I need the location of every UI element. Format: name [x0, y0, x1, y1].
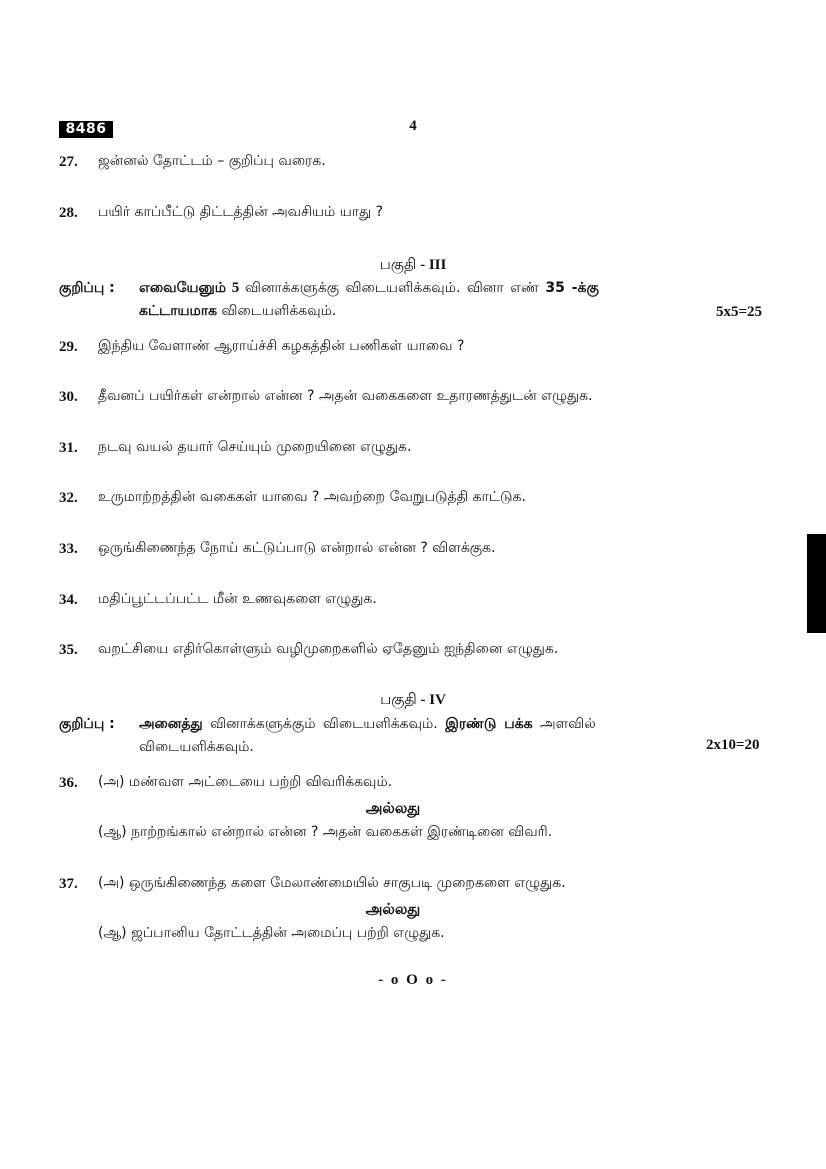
question-number: 35. [59, 642, 78, 658]
marks-allocation: 5x5=25 [716, 304, 763, 320]
question-number: 33. [59, 541, 78, 557]
question-number: 37. [59, 876, 78, 892]
note-line-2 [139, 303, 336, 321]
note-emphasis: அனைத்து [139, 716, 203, 732]
note-text: வினாக்களுக்கு விடையளிக்கவும். வினா எண் [245, 280, 546, 296]
question-text: மதிப்பூட்டப்பட்ட மீன் உணவுகளை எழுதுக. [98, 591, 377, 607]
question-option-a: (அ) மண்வள அட்டையை பற்றி விவரிக்கவும். [98, 774, 393, 790]
paper-code-badge: 8486 [59, 121, 113, 138]
question-text: இந்திய வேளாண் ஆராய்ச்சி கழகத்தின் பணிகள் யாவை ? [98, 338, 465, 354]
note-line-1 [139, 716, 596, 734]
page-number: 4 [409, 118, 417, 134]
or-separator: அல்லது [365, 900, 421, 918]
question-number: 36. [59, 775, 78, 791]
note-label: குறிப்பு : [59, 280, 115, 296]
question-text: வறட்சியை எதிர்கொள்ளும் வழிமுறைகளில் ஏதேனும் ஐந்தினை எழுதுக. [98, 641, 559, 657]
question-option-b: (ஆ) நாற்றங்கால் என்றால் என்ன ? அதன் வகைகள் இரண்டினை விவரி. [98, 824, 553, 840]
question-number: 27. [59, 154, 78, 170]
question-option-b: (ஆ) ஜப்பானிய தோட்டத்தின் அமைப்பு பற்றி எழுதுக. [98, 925, 445, 941]
question-text: உருமாற்றத்தின் வகைகள் யாவை ? அவற்றை வேறுபடுத்தி காட்டுக. [98, 489, 526, 505]
question-number: 31. [59, 440, 78, 456]
note-count: 5 [226, 280, 246, 296]
note-line-2: விடையளிக்கவும். [139, 739, 254, 755]
note-line-1 [139, 280, 599, 298]
page-edge-tab-marker [807, 534, 826, 633]
note-text: வினாக்களுக்கும் விடையளிக்கவும். [202, 716, 446, 732]
question-option-a: (அ) ஒருங்கிணைந்த களை மேலாண்மையில் சாகுபடி முறைகளை எழுதுக. [98, 875, 566, 891]
question-number: 30. [59, 389, 78, 405]
question-number: 29. [59, 339, 78, 355]
question-text: ஒருங்கிணைந்த நோய் கட்டுப்பாடு என்றால் என்ன ? விளக்குக. [98, 540, 496, 556]
marks-allocation: 2x10=20 [706, 737, 760, 753]
note-emphasis: எவையேனும் [139, 280, 227, 296]
question-text: நடவு வயல் தயார் செய்யும் முறையினை எழுதுக. [98, 439, 412, 455]
question-text: தீவனப் பயிர்கள் என்றால் என்ன ? அதன் வகைகளை உதாரணத்துடன் எழுதுக. [98, 388, 593, 404]
section-heading-label: பகுதி [380, 690, 417, 708]
note-emphasis: கட்டாயமாக [139, 303, 218, 319]
section-heading-label: பகுதி [379, 255, 417, 273]
section-heading-part3 [0, 255, 826, 275]
note-text: விடையளிக்கவும். [217, 303, 337, 319]
question-number: 34. [59, 592, 78, 608]
or-separator: அல்லது [365, 799, 421, 817]
section-heading-number: - III [416, 257, 447, 273]
note-text: அளவில் [532, 716, 596, 732]
note-label: குறிப்பு : [59, 716, 115, 732]
question-number: 32. [59, 490, 78, 506]
question-text: பயிர் காப்பீட்டு திட்டத்தின் அவசியம் யாது ? [98, 204, 384, 220]
question-text: ஜன்னல் தோட்டம் – குறிப்பு வரைக. [98, 153, 326, 169]
section-heading-part4 [0, 690, 826, 710]
note-compulsory-q: 35 -க்கு [545, 280, 599, 296]
note-emphasis: இரண்டு பக்க [445, 716, 533, 732]
end-of-paper-mark: - o O o - [378, 972, 448, 988]
section-heading-number: - IV [416, 692, 446, 708]
question-number: 28. [59, 205, 78, 221]
